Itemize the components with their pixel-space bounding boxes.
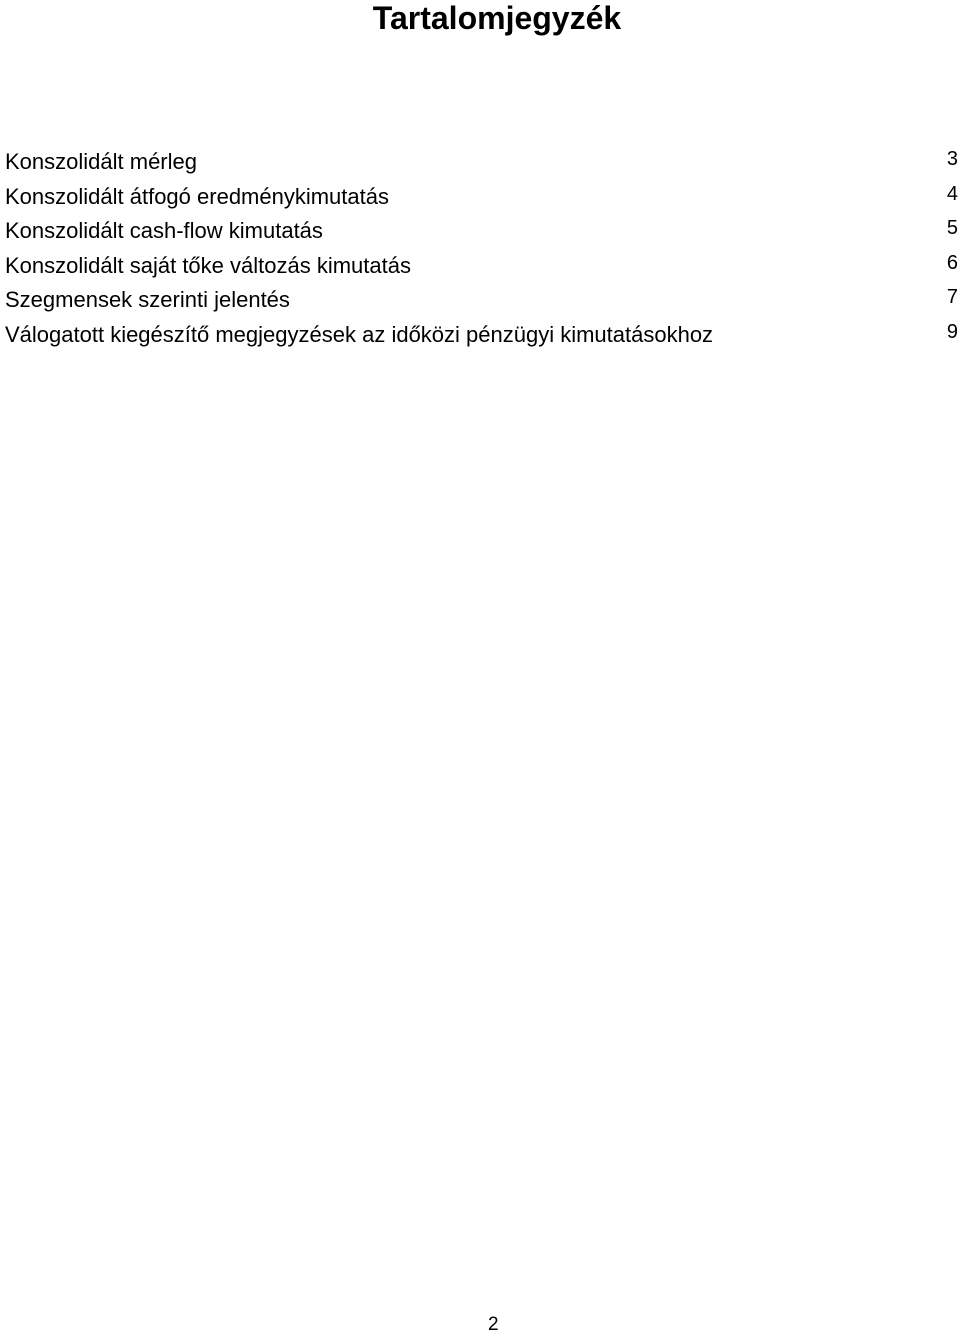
- page-number: 2: [488, 1314, 499, 1335]
- toc-entry-label: Konszolidált saját tőke változás kimutatás: [5, 252, 411, 278]
- toc-entry-page: 3: [946, 148, 958, 170]
- toc-entry-label: Konszolidált átfogó eredménykimutatás: [5, 183, 389, 209]
- toc-entry-label: Szegmensek szerinti jelentés: [5, 287, 290, 312]
- page-title: Tartalomjegyzék: [372, 0, 622, 36]
- toc-entry-page: 7: [946, 286, 958, 308]
- toc-entry-selected-notes[interactable]: [5, 318, 960, 353]
- toc-entry-comprehensive-income[interactable]: [5, 180, 960, 215]
- toc-entry-consolidated-balance-sheet[interactable]: [5, 145, 960, 180]
- toc-entry-equity-changes[interactable]: [5, 249, 960, 284]
- toc-entry-segment-report[interactable]: [5, 283, 960, 318]
- toc-entry-page: 9: [946, 320, 958, 343]
- toc-entry-page: 6: [946, 251, 958, 274]
- toc-entry-cash-flow[interactable]: [5, 214, 960, 249]
- toc-entry-label: Konszolidált cash-flow kimutatás: [5, 218, 323, 243]
- toc-entry-label: Válogatott kiegészítő megjegyzések az időközi pénzügyi kimutatásokhoz: [5, 321, 714, 347]
- toc-entry-page: 4: [946, 182, 958, 205]
- toc-entry-page: 5: [946, 217, 958, 239]
- toc-entry-label: Konszolidált mérleg: [5, 149, 197, 174]
- table-of-contents: [5, 145, 960, 352]
